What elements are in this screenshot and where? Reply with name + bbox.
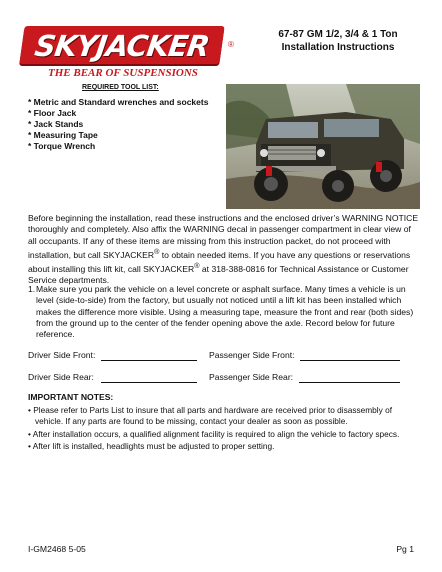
registered-mark: ® bbox=[194, 262, 200, 271]
driver-front-field[interactable] bbox=[101, 360, 197, 361]
tool-item: * Floor Jack bbox=[28, 108, 77, 118]
logo-wordmark: SKYJACKER bbox=[32, 29, 212, 63]
tool-item: * Metric and Standard wrenches and sockets bbox=[28, 97, 209, 107]
document-title bbox=[248, 28, 428, 54]
title-line-2: Installation Instructions bbox=[281, 42, 395, 53]
intro-paragraph bbox=[28, 213, 420, 287]
note-item: • After installation occurs, a qualified alignment facility is required to align the vehicle to factory specs. bbox=[28, 428, 400, 439]
document-id: I-GM2468 5-05 bbox=[28, 544, 86, 554]
skyjacker-logo bbox=[18, 20, 238, 92]
lifted-truck-photo bbox=[226, 84, 420, 209]
tool-list bbox=[28, 97, 208, 152]
driver-rear-field[interactable] bbox=[101, 382, 197, 383]
passenger-front-label: Passenger Side Front: bbox=[209, 350, 295, 360]
title-line-1: 67-87 GM 1/2, 3/4 & 1 Ton bbox=[278, 29, 398, 40]
registered-mark: ® bbox=[154, 247, 160, 256]
tool-item: * Measuring Tape bbox=[28, 130, 98, 140]
logo-wordmark-badge bbox=[19, 26, 224, 64]
truck-illustration bbox=[226, 84, 420, 209]
important-notes-heading: IMPORTANT NOTES: bbox=[28, 392, 114, 402]
note-item: • Please refer to Parts List to insure that all parts and hardware are received prior to disassembly of vehicle. If any parts are found to be missing, contact your dealer as soon as possible. bbox=[28, 405, 392, 427]
passenger-front-field[interactable] bbox=[300, 360, 400, 361]
logo-tagline: THE BEAR OF SUSPENSIONS bbox=[48, 67, 198, 79]
passenger-rear-field[interactable] bbox=[299, 382, 400, 383]
logo-registered-mark: ® bbox=[228, 40, 234, 49]
tool-list-heading: REQUIRED TOOL LIST: bbox=[82, 84, 159, 91]
important-notes-list bbox=[28, 405, 420, 453]
note-item: • After lift is installed, headlights must be adjusted to proper setting. bbox=[28, 440, 275, 451]
page-number: Pg 1 bbox=[396, 544, 414, 554]
step-1 bbox=[28, 284, 420, 340]
passenger-rear-label: Passenger Side Rear: bbox=[209, 372, 294, 382]
step-number: 1. bbox=[28, 284, 36, 294]
tool-item: * Torque Wrench bbox=[28, 141, 96, 151]
intro-text-part-1: Before beginning the installation, read these instructions and the enclosed driver’s WARNING NOTICE thoroughly and completely. Also affix the WARNING decal in passenger compartment in clear view of all occupants. If any of these items are missing from this instruction packet, do not proceed with installation, but call SKYJACKER bbox=[28, 213, 419, 260]
tool-item: * Jack Stands bbox=[28, 119, 84, 129]
intro-text-part-2: to obtain needed items. If you have any questions or reservations about installing this lift kit, call SKYJACKER bbox=[28, 249, 411, 274]
intro-text-part-3: at 318-388-0816 for Technical Assistance or Customer Service departments. bbox=[28, 263, 409, 286]
driver-rear-label: Driver Side Rear: bbox=[28, 372, 94, 382]
driver-front-label: Driver Side Front: bbox=[28, 350, 96, 360]
step-text: Make sure you park the vehicle on a level concrete or asphalt surface. Many times a vehicle is un level (side-to-side) from the factory, but usually not noticed until a lift kit has been installed which makes the difference more visible. Using a measuring tape, measure the front and rear (both sides) from the ground up to the center of the fender opening above the axle. Record below for future reference. bbox=[36, 284, 414, 340]
